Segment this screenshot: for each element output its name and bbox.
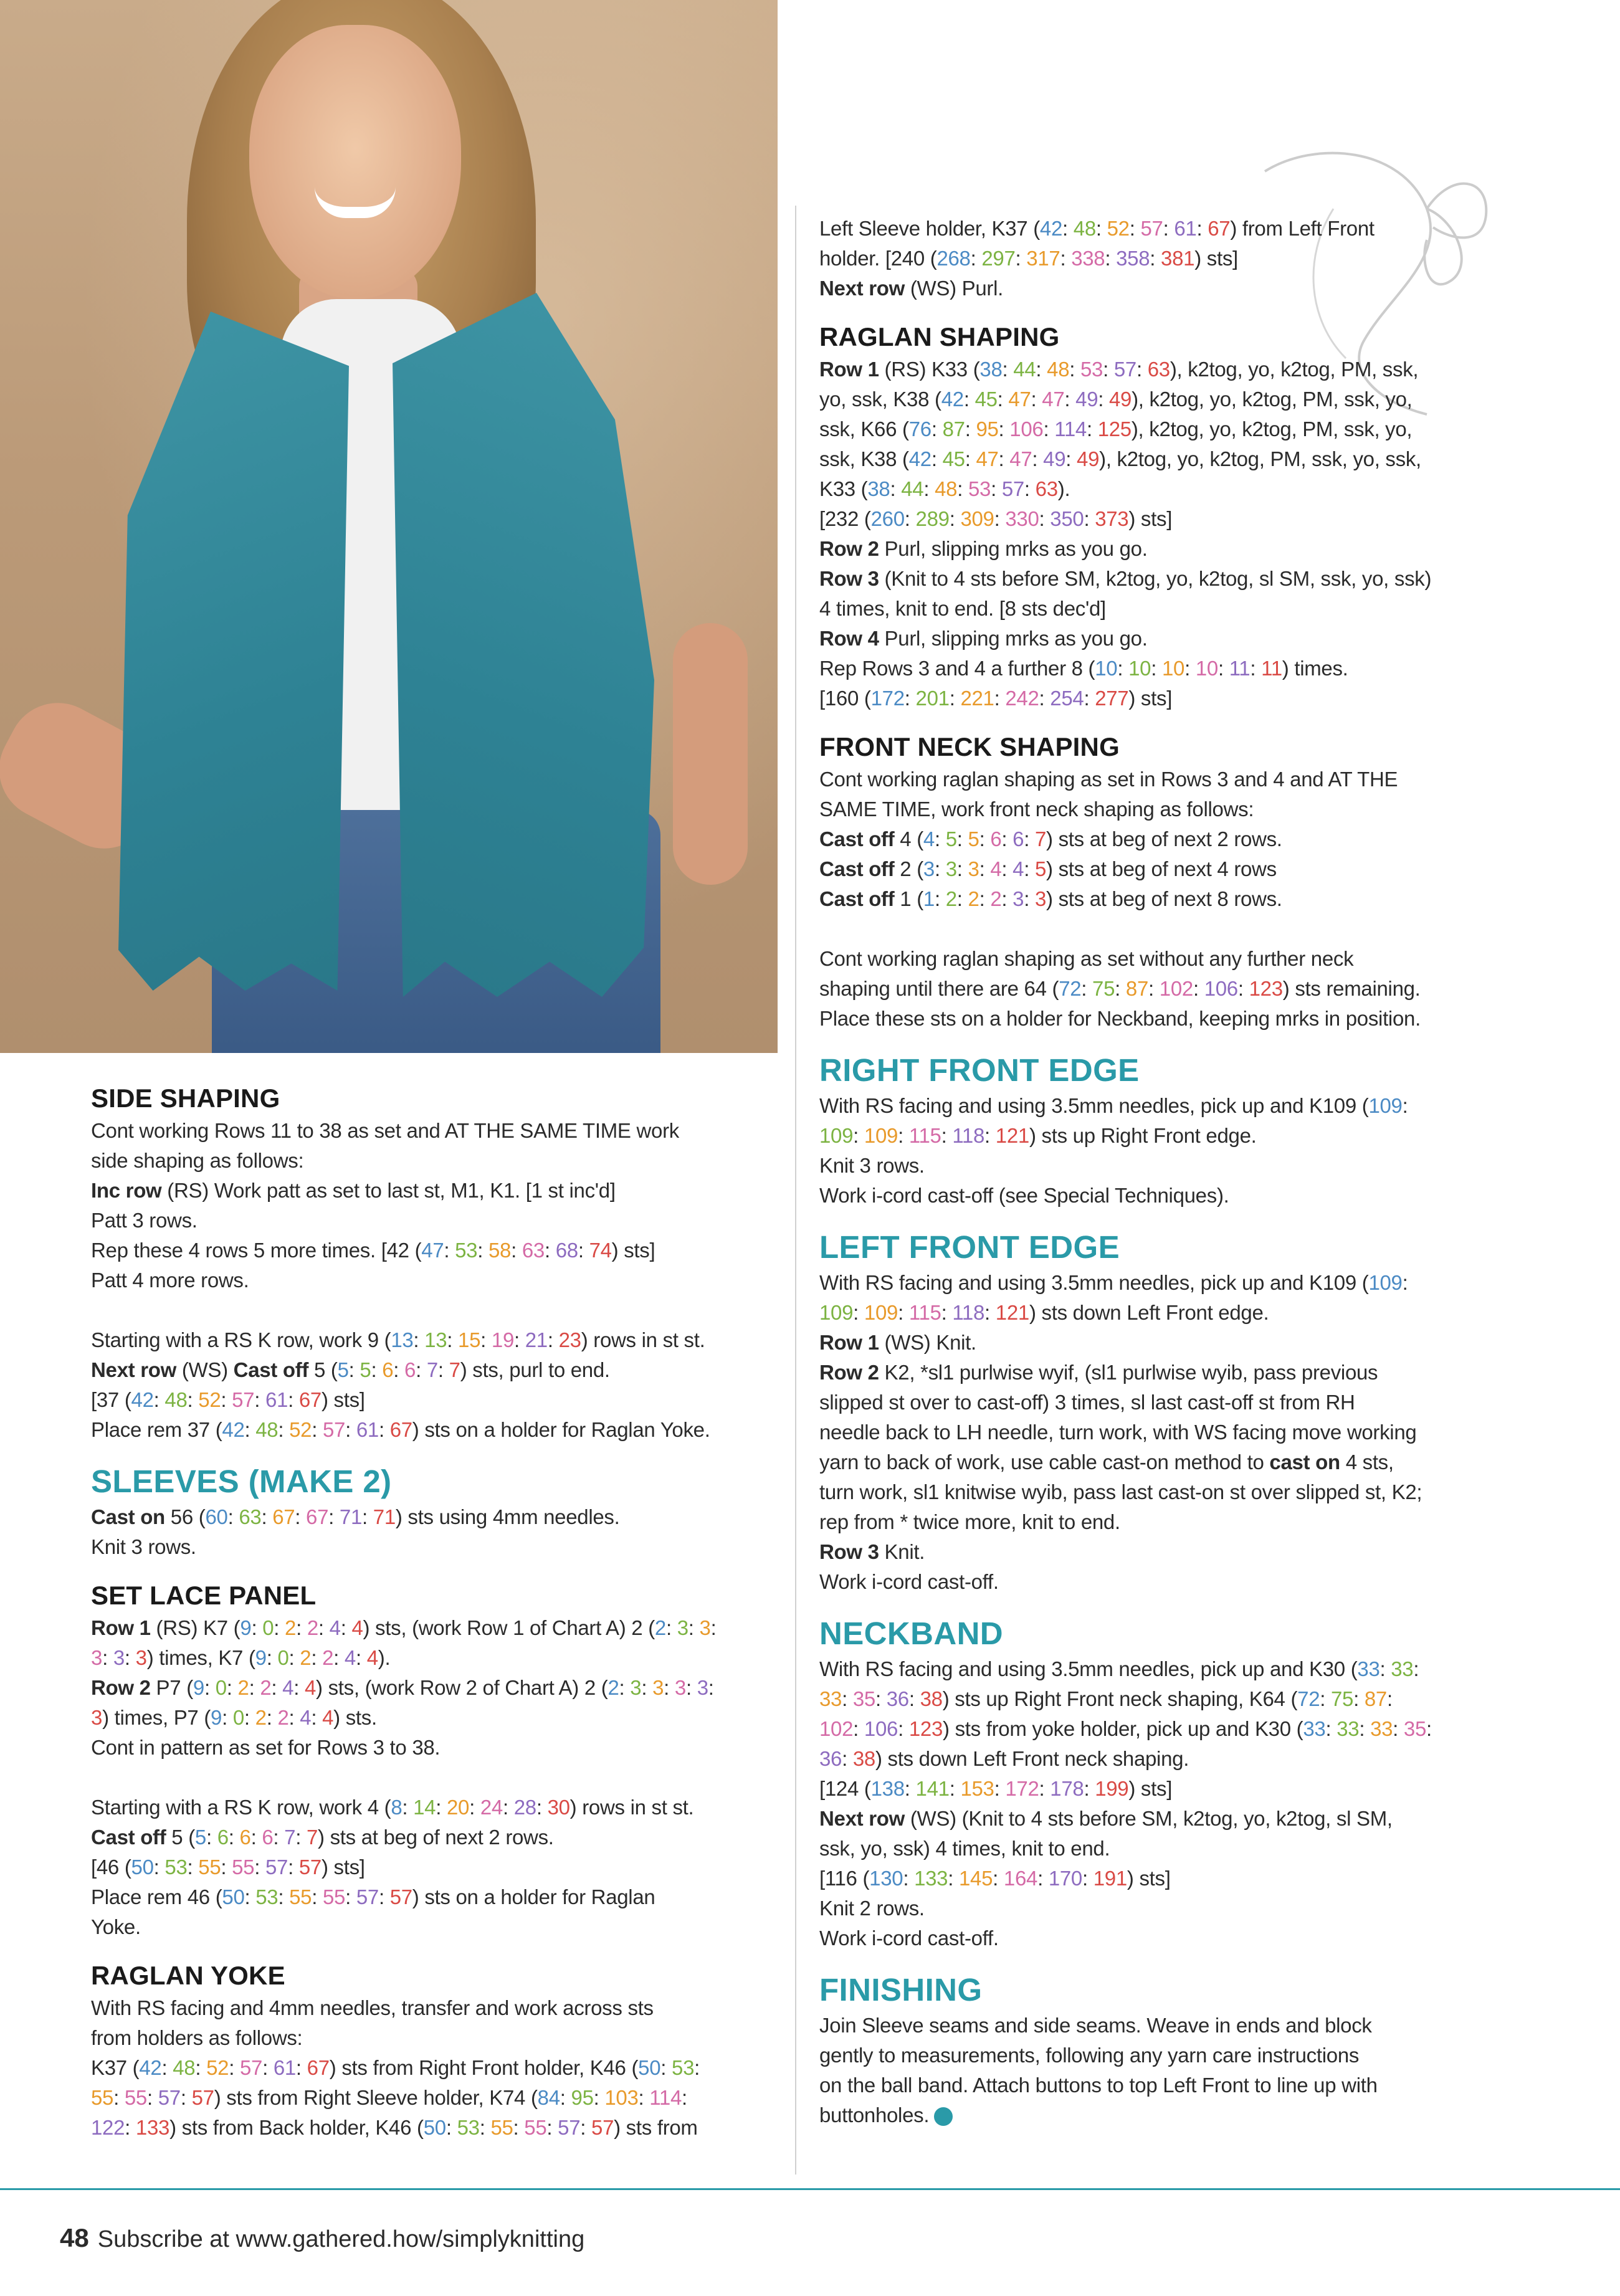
text-line: Cont in pattern as set for Rows 3 to 38.	[91, 1736, 441, 1759]
text-line: yarn to back of work, use cable cast-on method to cast on 4 sts,	[819, 1450, 1394, 1474]
sleeves-heading: SLEEVES (MAKE 2)	[91, 1464, 392, 1499]
text-line: Rep these 4 rows 5 more times. [42 (47: 53: 58: 63: 68: 74) sts]	[91, 1239, 655, 1262]
text-line: Starting with a RS K row, work 4 (8: 14: 20: 24: 28: 30) rows in st st.	[91, 1796, 694, 1819]
right-front-edge-heading: RIGHT FRONT EDGE	[819, 1052, 1140, 1088]
text-line: 122: 133) sts from Back holder, K46 (50: 53: 55: 55: 57: 57) sts from	[91, 2116, 698, 2139]
side-shaping-heading: SIDE SHAPING	[91, 1084, 280, 1113]
text-line: Cast off 2 (3: 3: 3: 4: 4: 5) sts at beg of next 4 rows	[819, 857, 1277, 880]
text-line: With RS facing and using 3.5mm needles, pick up and K109 (109:	[819, 1094, 1408, 1117]
raglan-shaping-heading: RAGLAN SHAPING	[819, 322, 1060, 351]
text-line: Cast off 4 (4: 5: 5: 6: 6: 7) sts at beg of next 2 rows.	[819, 827, 1282, 850]
text-line: Knit 2 rows.	[819, 1897, 925, 1920]
text-line: With RS facing and 4mm needles, transfer and work across sts	[91, 1996, 654, 2019]
model-photo	[0, 0, 778, 1053]
text-line: [46 (50: 53: 55: 55: 57: 57) sts]	[91, 1855, 365, 1879]
text-line: [232 (260: 289: 309: 330: 350: 373) sts]	[819, 507, 1173, 530]
text-line: 36: 38) sts down Left Front neck shaping.	[819, 1747, 1189, 1770]
text-line: [37 (42: 48: 52: 57: 61: 67) sts]	[91, 1388, 365, 1411]
text-line: Work i-cord cast-off.	[819, 1570, 999, 1593]
text-line: Inc row (RS) Work patt as set to last st, M1, K1. [1 st inc'd]	[91, 1179, 616, 1202]
text-line: Cont working raglan shaping as set without any further neck	[819, 947, 1354, 970]
text-line: [124 (138: 141: 153: 172: 178: 199) sts]	[819, 1777, 1173, 1800]
left-front-edge-heading: LEFT FRONT EDGE	[819, 1229, 1120, 1265]
text-line: Cont working Rows 11 to 38 as set and AT THE SAME TIME work	[91, 1119, 679, 1142]
text-line: gently to measurements, following any yarn care instructions	[819, 2044, 1360, 2067]
text-line: 109: 109: 115: 118: 121) sts up Right Front edge.	[819, 1124, 1257, 1147]
page-footer	[60, 2222, 584, 2256]
text-line: Row 3 (Knit to 4 sts before SM, k2tog, yo, k2tog, sl SM, ssk, yo, ssk)	[819, 567, 1432, 590]
column-divider	[795, 206, 796, 2175]
text-line: With RS facing and using 3.5mm needles, pick up and K109 (109:	[819, 1271, 1408, 1294]
neckband-heading: NECKBAND	[819, 1616, 1004, 1651]
left-column	[91, 1081, 783, 2143]
text-line: Join Sleeve seams and side seams. Weave in ends and block	[819, 2014, 1372, 2037]
text-line: K33 (38: 44: 48: 53: 57: 63).	[819, 477, 1070, 500]
text-line: Next row (WS) Purl.	[819, 277, 1003, 300]
text-line: needle back to LH needle, turn work, with WS facing move working	[819, 1421, 1417, 1444]
text-line: 102: 106: 123) sts from yoke holder, pick up and K30 (33: 33: 33: 35:	[819, 1717, 1432, 1740]
text-line: 3) times, P7 (9: 0: 2: 2: 4: 4) sts.	[91, 1706, 377, 1729]
text-line: [160 (172: 201: 221: 242: 254: 277) sts]	[819, 687, 1173, 710]
text-line: rep from * twice more, knit to end.	[819, 1510, 1120, 1533]
text-line: Row 2 K2, *sl1 purlwise wyif, (sl1 purlwise wyib, pass previous	[819, 1361, 1378, 1384]
text-line: buttonholes.	[819, 2100, 1530, 2130]
text-line: from holders as follows:	[91, 2026, 303, 2049]
text-line: 4 times, knit to end. [8 sts dec'd]	[819, 597, 1106, 620]
text-line: SAME TIME, work front neck shaping as follows:	[819, 798, 1254, 821]
raglan-yoke-heading: RAGLAN YOKE	[91, 1961, 285, 1990]
text-line: Work i-cord cast-off.	[819, 1927, 999, 1950]
text-line: K37 (42: 48: 52: 57: 61: 67) sts from Right Front holder, K46 (50: 53:	[91, 2056, 700, 2079]
text-line: ssk, K66 (76: 87: 95: 106: 114: 125), k2tog, yo, k2tog, PM, ssk, yo,	[819, 417, 1413, 441]
text-line: Row 1 (RS) K7 (9: 0: 2: 2: 4: 4) sts, (work Row 1 of Chart A) 2 (2: 3: 3:	[91, 1616, 717, 1639]
text-line: Cont working raglan shaping as set in Rows 3 and 4 and AT THE	[819, 768, 1398, 791]
text-line: Place rem 37 (42: 48: 52: 57: 61: 67) sts on a holder for Raglan Yoke.	[91, 1418, 710, 1441]
text-line: Row 1 (RS) K33 (38: 44: 48: 53: 57: 63), k2tog, yo, k2tog, PM, ssk,	[819, 358, 1419, 381]
text-line: Cast off 1 (1: 2: 2: 2: 3: 3) sts at beg of next 8 rows.	[819, 887, 1282, 910]
text-line: Work i-cord cast-off (see Special Techniques).	[819, 1184, 1229, 1207]
text-line: Next row (WS) Cast off 5 (5: 5: 6: 6: 7: 7) sts, purl to end.	[91, 1358, 610, 1381]
text-line: on the ball band. Attach buttons to top Left Front to line up with	[819, 2074, 1378, 2097]
finishing-heading: FINISHING	[819, 1972, 983, 2008]
text-line: Cast off 5 (5: 6: 6: 6: 7: 7) sts at beg of next 2 rows.	[91, 1826, 554, 1849]
text-line: 109: 109: 115: 118: 121) sts down Left Front edge.	[819, 1301, 1269, 1324]
text-line: ssk, yo, ssk) 4 times, knit to end.	[819, 1837, 1110, 1860]
front-neck-shaping-heading: FRONT NECK SHAPING	[819, 732, 1120, 761]
text-line: Cast on 56 (60: 63: 67: 67: 71: 71) sts using 4mm needles.	[91, 1505, 620, 1528]
text-line: Row 1 (WS) Knit.	[819, 1331, 976, 1354]
text-line: Place these sts on a holder for Neckband, keeping mrks in position.	[819, 1007, 1421, 1030]
text-line: 55: 55: 57: 57) sts from Right Sleeve holder, K74 (84: 95: 103: 114:	[91, 2086, 687, 2109]
text-line: Starting with a RS K row, work 9 (13: 13: 15: 19: 21: 23) rows in st st.	[91, 1328, 705, 1351]
text-line: Rep Rows 3 and 4 a further 8 (10: 10: 10: 10: 11: 11) times.	[819, 657, 1348, 680]
set-lace-panel-heading: SET LACE PANEL	[91, 1581, 317, 1610]
text-line: Knit 3 rows.	[819, 1154, 925, 1177]
text-line: Left Sleeve holder, K37 (42: 48: 52: 57: 61: 67) from Left Front	[819, 217, 1375, 240]
text-line: side shaping as follows:	[91, 1149, 304, 1172]
text-line: [116 (130: 133: 145: 164: 170: 191) sts]	[819, 1867, 1171, 1890]
text-line: shaping until there are 64 (72: 75: 87: 102: 106: 123) sts remaining.	[819, 977, 1421, 1000]
text-line: 33: 35: 36: 38) sts up Right Front neck shaping, K64 (72: 75: 87:	[819, 1687, 1393, 1710]
text-line: holder. [240 (268: 297: 317: 338: 358: 381) sts]	[819, 247, 1238, 270]
text-line: With RS facing and using 3.5mm needles, pick up and K30 (33: 33:	[819, 1657, 1419, 1680]
right-column	[819, 214, 1530, 2130]
text-line: Patt 4 more rows.	[91, 1269, 249, 1292]
footer-rule	[0, 2188, 1620, 2190]
subscribe-link[interactable]: Subscribe at www.gathered.how/simplyknitting	[97, 2226, 585, 2252]
text-line: Row 2 P7 (9: 0: 2: 2: 4: 4) sts, (work Row 2 of Chart A) 2 (2: 3: 3: 3: 3:	[91, 1676, 714, 1699]
text-line: Row 3 Knit.	[819, 1540, 925, 1563]
text-line: 3: 3: 3) times, K7 (9: 0: 2: 2: 4: 4).	[91, 1646, 391, 1669]
face	[249, 25, 461, 299]
text-line: Place rem 46 (50: 53: 55: 55: 57: 57) sts on a holder for Raglan	[91, 1885, 655, 1908]
text-line: Row 4 Purl, slipping mrks as you go.	[819, 627, 1148, 650]
text-line: Patt 3 rows.	[91, 1209, 198, 1232]
text-line: Next row (WS) (Knit to 4 sts before SM, k2tog, yo, k2tog, sl SM,	[819, 1807, 1393, 1830]
text-line: slipped st over to cast-off) 3 times, sl last cast-off st from RH	[819, 1391, 1355, 1414]
text-line: Knit 3 rows.	[91, 1535, 196, 1558]
text-line: yo, ssk, K38 (42: 45: 47: 47: 49: 49), k2tog, yo, k2tog, PM, ssk, yo,	[819, 388, 1413, 411]
page-number: 48	[60, 2223, 89, 2252]
yarn-ball-end-icon	[934, 2107, 953, 2126]
text-line: ssk, K38 (42: 45: 47: 47: 49: 49), k2tog, yo, k2tog, PM, ssk, yo, ssk,	[819, 447, 1421, 470]
right-arm	[673, 623, 748, 885]
text-line: Yoke.	[91, 1915, 141, 1938]
text-line: turn work, sl1 knitwise wyib, pass last cast-on st over slipped st, K2;	[819, 1480, 1422, 1503]
text-line: Row 2 Purl, slipping mrks as you go.	[819, 537, 1148, 560]
